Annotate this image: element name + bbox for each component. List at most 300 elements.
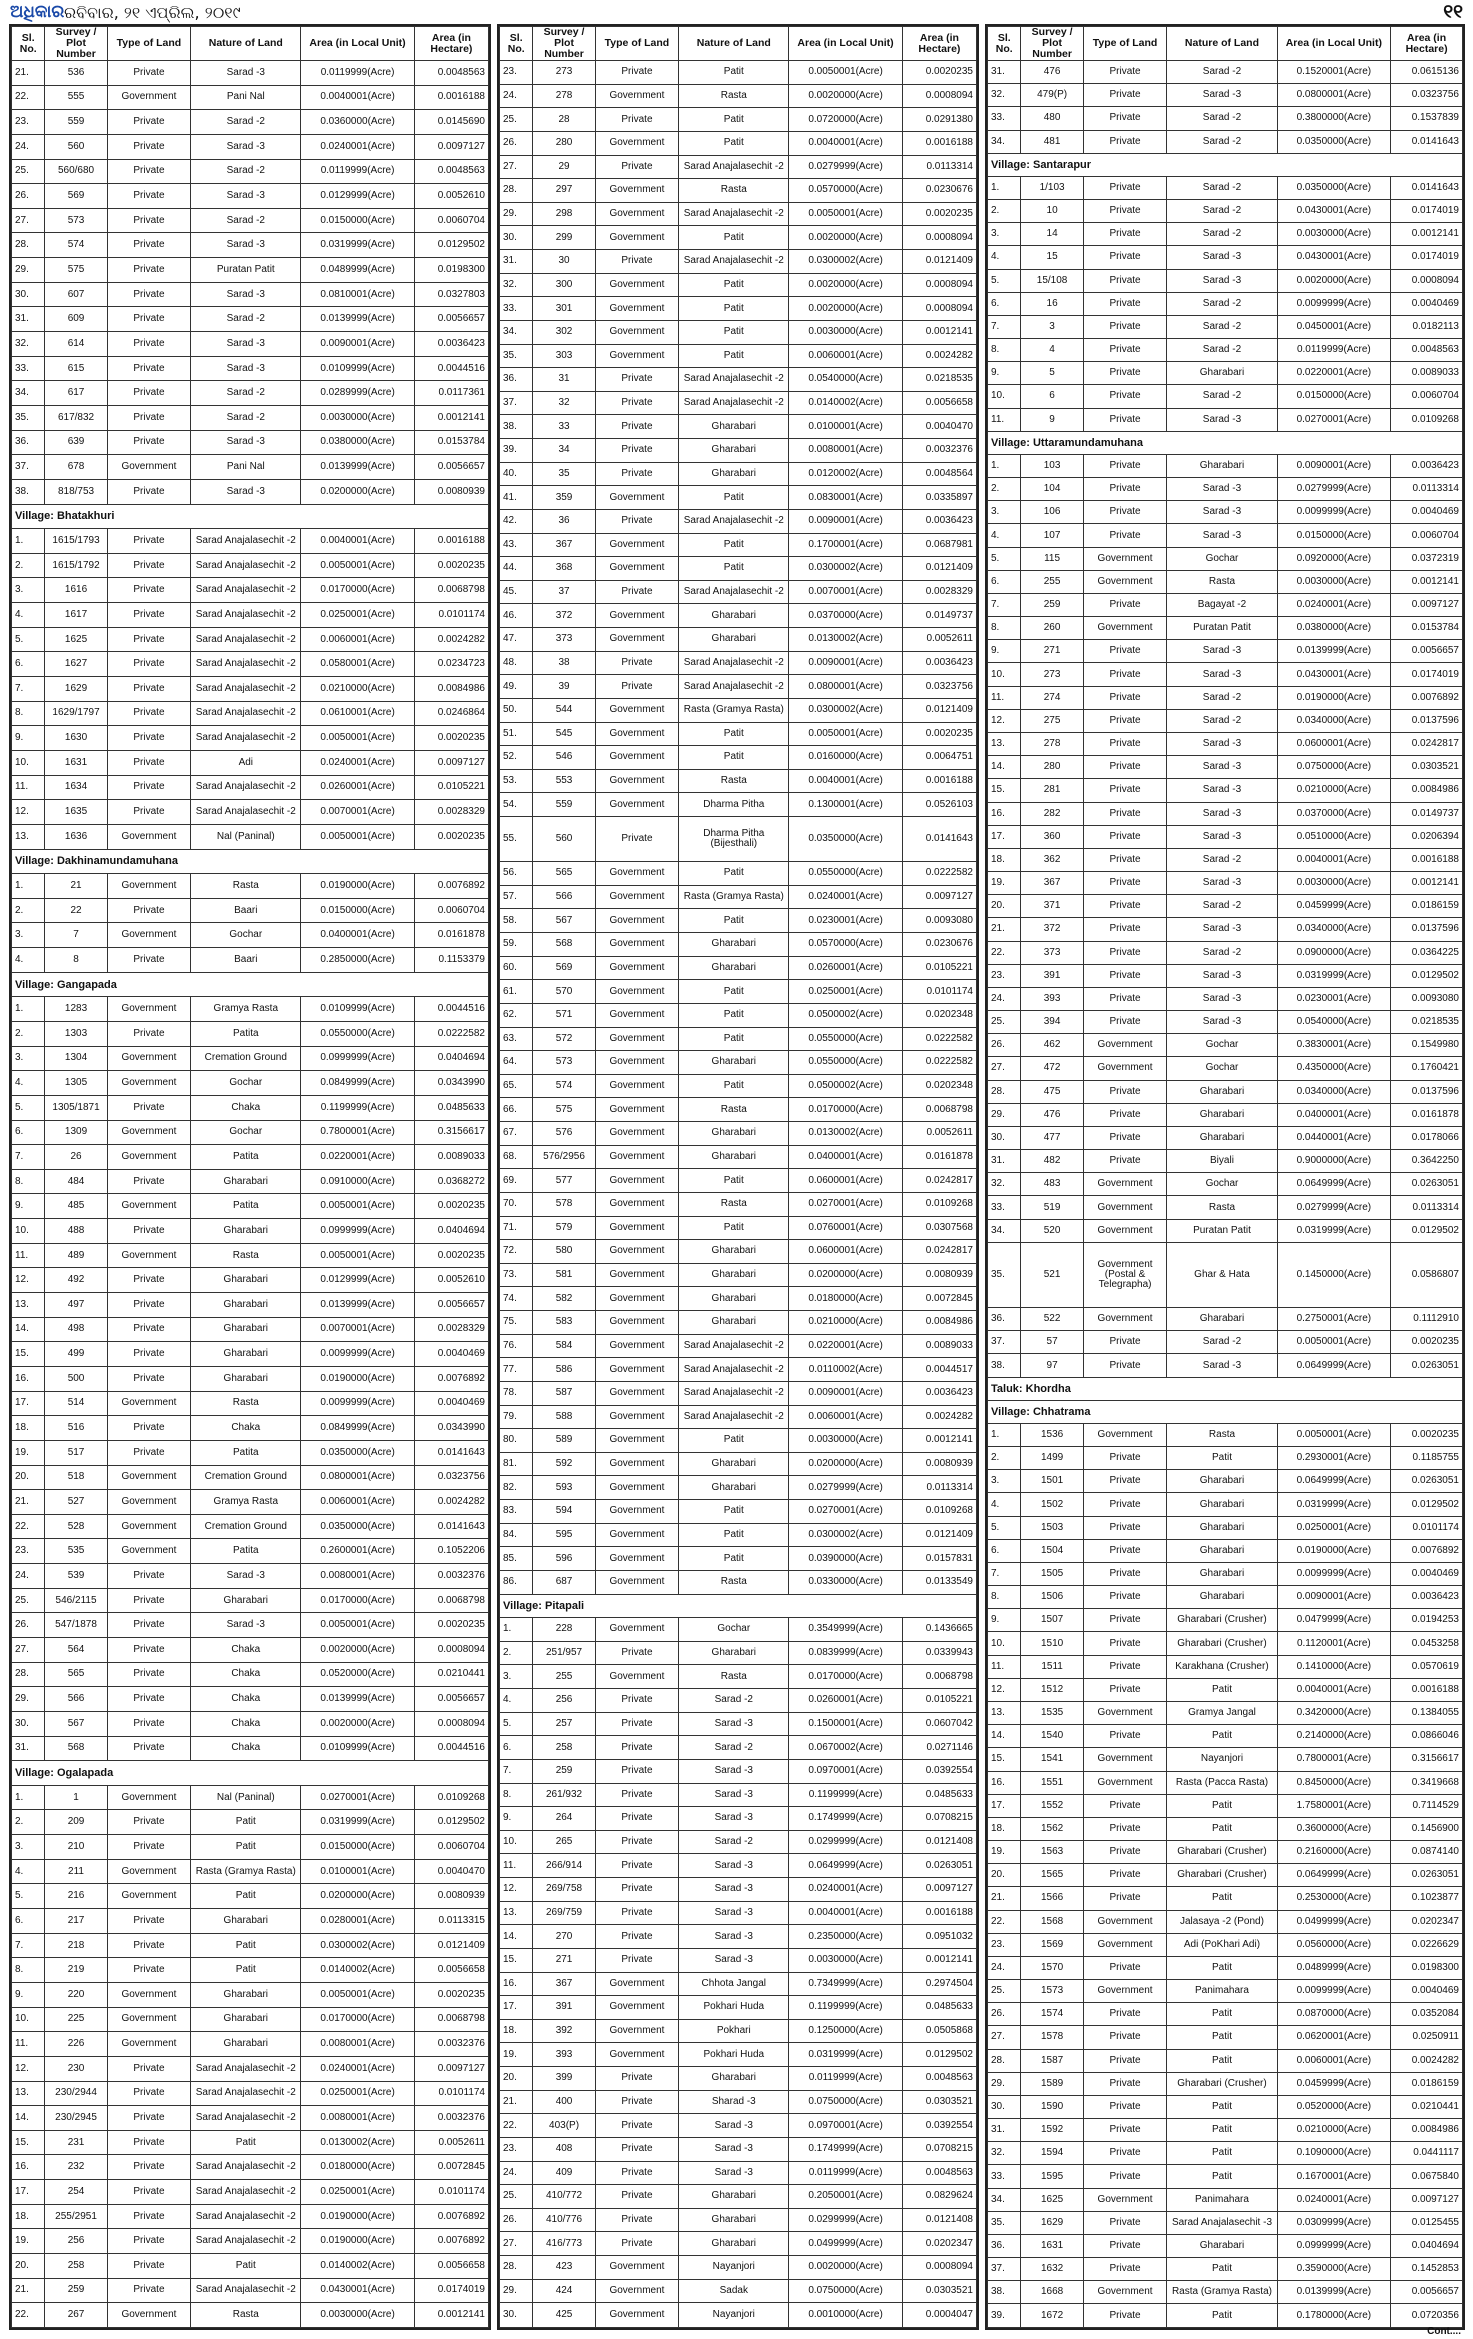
table-cell: Gharabari	[679, 628, 789, 652]
table-cell: 35.	[12, 405, 45, 430]
table-cell: 0.8450000(Acre)	[1277, 1771, 1391, 1794]
table-cell: 29.	[12, 258, 45, 283]
table-cell: 0.0303521	[902, 2279, 976, 2303]
table-cell: 0.0139999(Acre)	[301, 1687, 415, 1712]
table-row	[988, 1748, 1463, 1771]
table-cell: Pani Nal	[191, 85, 301, 110]
table-cell: 0.1410000(Acre)	[1277, 1655, 1391, 1678]
table-cell: Private	[1083, 872, 1167, 895]
table-cell: 34.	[988, 1219, 1021, 1242]
table-cell: 403(P)	[533, 2114, 595, 2138]
table-cell: Gharabari (Crusher)	[1167, 1632, 1277, 1655]
table-cell: 86.	[500, 1570, 533, 1594]
table-cell: Sarad -3	[1167, 478, 1277, 501]
table-cell: 1552	[1021, 1794, 1083, 1817]
table-cell: Sarad Anajalasechit -2	[191, 627, 301, 652]
table-cell: 1283	[45, 997, 107, 1022]
table-cell: 587	[533, 1381, 595, 1405]
table-cell: 0.0056657	[1391, 2281, 1463, 2304]
table-cell: 0.0202347	[1391, 1910, 1463, 1933]
table-cell: 0.0056657	[414, 1687, 488, 1712]
table-cell: 0.0076892	[1391, 686, 1463, 709]
table-cell: Private	[595, 651, 679, 675]
table-row	[12, 923, 489, 948]
table-cell: Private	[107, 1662, 191, 1687]
table-cell: 0.0920000(Acre)	[1277, 547, 1391, 570]
table-cell: 0.0036423	[902, 509, 976, 533]
table-cell: Patit	[1167, 2258, 1277, 2281]
table-cell: 0.0139999(Acre)	[301, 307, 415, 332]
table-cell: 32	[533, 391, 595, 415]
table-cell: 0.0109268	[902, 1192, 976, 1216]
page-date: ରବିବାର, ୨୧ ଏପ୍ରିଲ, ୨୦୧୯	[64, 3, 241, 22]
table-cell: 54.	[500, 793, 533, 817]
table-cell: 13.	[500, 1901, 533, 1925]
table-cell: 518	[45, 1465, 107, 1490]
table-row	[500, 1972, 977, 1996]
table-cell: Private	[107, 430, 191, 455]
table-cell: 39.	[500, 439, 533, 463]
table-cell: 0.0550000(Acre)	[301, 1021, 415, 1046]
table-cell: 1/103	[1021, 176, 1083, 199]
land-table	[11, 26, 489, 2328]
table-row	[12, 874, 489, 899]
table-cell: 0.0149737	[902, 604, 976, 628]
table-cell: 0.0174019	[1391, 200, 1463, 223]
table-cell: 0.0129999(Acre)	[301, 1268, 415, 1293]
table-cell: Private	[595, 509, 679, 533]
table-cell: Government	[1083, 1308, 1167, 1331]
table-cell: 26.	[12, 1613, 45, 1638]
table-cell: 0.0060704	[414, 208, 488, 233]
table-cell: Sarad -3	[1167, 802, 1277, 825]
table-cell: Government	[595, 1429, 679, 1453]
table-cell: Patit	[1167, 2165, 1277, 2188]
table-cell: Gharabari	[679, 1051, 789, 1075]
table-cell: 0.0139999(Acre)	[1277, 640, 1391, 663]
table-cell: 1541	[1021, 1748, 1083, 1771]
table-row	[988, 1539, 1463, 1562]
table-row	[12, 1982, 489, 2007]
table-cell: 4.	[988, 246, 1021, 269]
table-cell: Private	[107, 381, 191, 406]
table-cell: Sarad -3	[1167, 918, 1277, 941]
table-cell: 586	[533, 1358, 595, 1382]
table-cell: 25.	[12, 159, 45, 184]
table-cell: 572	[533, 1027, 595, 1051]
table-cell: 30.	[500, 226, 533, 250]
table-row	[988, 478, 1463, 501]
table-cell: 0.0050001(Acre)	[789, 61, 903, 85]
village-heading-label: Village: Bhatakhuri	[12, 504, 489, 529]
table-cell: 400	[533, 2090, 595, 2114]
table-row	[988, 1678, 1463, 1701]
table-cell: Patit	[679, 1429, 789, 1453]
table-row	[988, 686, 1463, 709]
table-cell: 0.0180000(Acre)	[301, 2155, 415, 2180]
table-cell: 1594	[1021, 2142, 1083, 2165]
table-row	[500, 1027, 977, 1051]
table-cell: Patita	[191, 1194, 301, 1219]
table-cell: 0.0016188	[902, 769, 976, 793]
table-cell: 0.0040001(Acre)	[301, 529, 415, 554]
table-cell: 0.0060704	[1391, 385, 1463, 408]
table-row	[988, 1423, 1463, 1446]
table-cell: Sarad Anajalasechit -2	[191, 775, 301, 800]
table-cell: Sarad -3	[191, 1613, 301, 1638]
table-cell: 1632	[1021, 2258, 1083, 2281]
table-cell: 104	[1021, 478, 1083, 501]
table-cell: Sarad Anajalasechit -2	[191, 2229, 301, 2254]
table-cell: 0.0097127	[902, 1878, 976, 1902]
table-row	[988, 1080, 1463, 1103]
table-cell: 0.0485633	[902, 1783, 976, 1807]
table-cell: 0.0048563	[902, 2161, 976, 2185]
table-row	[988, 1887, 1463, 1910]
table-cell: Patit	[679, 557, 789, 581]
table-cell: 0.0299999(Acre)	[789, 1830, 903, 1854]
table-cell: Karakhana (Crusher)	[1167, 1655, 1277, 1678]
table-cell: 0.0153784	[1391, 617, 1463, 640]
table-cell: 303	[533, 344, 595, 368]
table-row	[500, 1878, 977, 1902]
table-cell: 5.	[988, 269, 1021, 292]
table-cell: 0.0020000(Acre)	[789, 297, 903, 321]
table-row	[12, 1317, 489, 1342]
table-cell: Sharad -3	[679, 2090, 789, 2114]
table-cell: Government	[107, 1046, 191, 1071]
table-cell: 22.	[500, 2114, 533, 2138]
table-cell: 31	[533, 368, 595, 392]
table-cell: 1570	[1021, 1956, 1083, 1979]
table-cell: 0.0263051	[1391, 1173, 1463, 1196]
table-cell: 0.0030000(Acre)	[301, 405, 415, 430]
table-row	[988, 176, 1463, 199]
table-cell: 0.0404694	[414, 1046, 488, 1071]
table-cell: Private	[107, 1564, 191, 1589]
table-cell: 0.0607042	[902, 1712, 976, 1736]
table-cell: 0.0174019	[414, 2278, 488, 2303]
table-row	[12, 1909, 489, 1934]
table-cell: 23.	[12, 110, 45, 135]
table-row	[988, 709, 1463, 732]
table-cell: Sarad -3	[1167, 872, 1277, 895]
table-cell: 14	[1021, 223, 1083, 246]
table-cell: Private	[107, 1416, 191, 1441]
table-cell: Sarad -2	[1167, 385, 1277, 408]
table-cell: 0.0140002(Acre)	[789, 391, 903, 415]
table-cell: Government	[107, 1194, 191, 1219]
table-cell: Private	[595, 2185, 679, 2209]
table-cell: 1309	[45, 1120, 107, 1145]
table-cell: 0.0133549	[902, 1570, 976, 1594]
table-cell: Patit	[679, 320, 789, 344]
table-cell: 576	[533, 1122, 595, 1146]
table-cell: 1627	[45, 652, 107, 677]
table-cell: Sarad -2	[191, 159, 301, 184]
table-row	[988, 2095, 1463, 2118]
table-cell: 0.1300001(Acre)	[789, 793, 903, 817]
table-cell: 3	[1021, 315, 1083, 338]
table-row	[988, 1493, 1463, 1516]
table-row	[12, 184, 489, 209]
table-cell: 20.	[12, 1465, 45, 1490]
table-cell: 0.0520000(Acre)	[1277, 2095, 1391, 2118]
table-row	[500, 1523, 977, 1547]
table-cell: Private	[1083, 1794, 1167, 1817]
table-cell: 0.0012141	[1391, 872, 1463, 895]
table-cell: 0.0303521	[1391, 756, 1463, 779]
table-row	[12, 1884, 489, 1909]
table-cell: 0.0720000(Acre)	[789, 108, 903, 132]
table-row	[988, 246, 1463, 269]
table-cell: 0.1185755	[1391, 1447, 1463, 1470]
table-cell: 14.	[988, 756, 1021, 779]
table-cell: Nayanjori	[679, 2256, 789, 2280]
table-cell: 0.0012141	[902, 320, 976, 344]
table-cell: Private	[107, 1219, 191, 1244]
column-header: Sl. No.	[500, 27, 533, 61]
table-cell: Private	[107, 1933, 191, 1958]
table-cell: 36.	[12, 430, 45, 455]
table-cell: 607	[45, 282, 107, 307]
table-cell: 0.0109268	[902, 1500, 976, 1524]
table-row	[988, 1794, 1463, 1817]
table-row	[12, 1588, 489, 1613]
table-cell: 0.0430001(Acre)	[1277, 246, 1391, 269]
table-cell: 20.	[988, 1864, 1021, 1887]
table-row	[500, 722, 977, 746]
table-cell: 61.	[500, 980, 533, 1004]
table-cell: 2.	[12, 553, 45, 578]
table-cell: 7	[45, 923, 107, 948]
table-row	[12, 159, 489, 184]
table-cell: 0.0050001(Acre)	[1277, 1423, 1391, 1446]
table-cell: Gharabari	[1167, 1539, 1277, 1562]
table-cell: 269/758	[533, 1878, 595, 1902]
table-row	[500, 1334, 977, 1358]
table-cell: 226	[45, 2032, 107, 2057]
table-row	[12, 1366, 489, 1391]
table-cell: 0.0008094	[902, 273, 976, 297]
table-row	[12, 948, 489, 973]
table-row	[12, 529, 489, 554]
table-cell: 7.	[988, 1562, 1021, 1585]
table-cell: 0.0319999(Acre)	[301, 233, 415, 258]
table-cell: 1615/1793	[45, 529, 107, 554]
table-row	[500, 2067, 977, 2091]
table-cell: 11.	[988, 1655, 1021, 1678]
table-cell: Private	[1083, 107, 1167, 130]
table-cell: Government	[595, 1452, 679, 1476]
table-cell: 0.0100001(Acre)	[301, 1859, 415, 1884]
table-cell: 16.	[988, 1771, 1021, 1794]
table-cell: 0.0160000(Acre)	[789, 746, 903, 770]
table-cell: Private	[1083, 1126, 1167, 1149]
table-cell: 0.0020235	[414, 726, 488, 751]
table-cell: Patit	[1167, 2049, 1277, 2072]
table-cell: 0.0030000(Acre)	[789, 1429, 903, 1453]
table-cell: 32.	[500, 273, 533, 297]
table-cell: Private	[595, 675, 679, 699]
table-cell: 1589	[1021, 2072, 1083, 2095]
table-cell: 1672	[1021, 2304, 1083, 2328]
table-cell: Private	[107, 2278, 191, 2303]
table-cell: 27.	[500, 155, 533, 179]
table-cell: 0.0200000(Acre)	[789, 1452, 903, 1476]
table-cell: Private	[1083, 941, 1167, 964]
table-cell: 0.0182113	[1391, 315, 1463, 338]
table-cell: Private	[1083, 2258, 1167, 2281]
table-cell: Sarad Anajalasechit -2	[191, 553, 301, 578]
table-row	[988, 2234, 1463, 2257]
table-cell: 564	[45, 1638, 107, 1663]
table-row	[988, 756, 1463, 779]
table-row	[500, 486, 977, 510]
table-row	[12, 1243, 489, 1268]
table-cell: 19.	[500, 2043, 533, 2067]
table-cell: 1615/1792	[45, 553, 107, 578]
table-cell: 1305/1871	[45, 1095, 107, 1120]
table-cell: Government	[595, 1145, 679, 1169]
table-cell: Government	[595, 604, 679, 628]
table-cell: 0.0323756	[1391, 84, 1463, 107]
table-cell: Government	[107, 1391, 191, 1416]
table-row	[988, 1817, 1463, 1840]
table-cell: 37.	[12, 455, 45, 480]
table-row	[12, 1465, 489, 1490]
table-cell: 10.	[988, 663, 1021, 686]
table-row	[12, 479, 489, 504]
table-cell: 107	[1021, 524, 1083, 547]
table-cell: 36.	[988, 2234, 1021, 2257]
village-heading-label: Village: Santarapur	[988, 153, 1463, 176]
column-header: Type of Land	[1083, 27, 1167, 61]
table-header-row	[988, 27, 1463, 61]
table-cell: 0.0089033	[414, 1145, 488, 1170]
table-cell: 9.	[500, 1807, 533, 1831]
table-cell: 399	[533, 2067, 595, 2091]
table-cell: 0.0350000(Acre)	[301, 1440, 415, 1465]
table-row	[500, 131, 977, 155]
table-row	[12, 1071, 489, 1096]
table-cell: Private	[1083, 223, 1167, 246]
table-row	[500, 509, 977, 533]
table-cell: 489	[45, 1243, 107, 1268]
table-cell: 0.0161878	[902, 1145, 976, 1169]
table-cell: 0.0210000(Acre)	[301, 677, 415, 702]
table-row	[12, 1539, 489, 1564]
table-cell: 230	[45, 2056, 107, 2081]
table-row	[500, 462, 977, 486]
table-cell: Sarad -3	[1167, 501, 1277, 524]
table-cell: 280	[1021, 756, 1083, 779]
table-row	[500, 2019, 977, 2043]
table-cell: 0.0190000(Acre)	[301, 2229, 415, 2254]
table-cell: 0.0174019	[1391, 663, 1463, 686]
table-cell: 30.	[12, 282, 45, 307]
table-cell: Private	[1083, 2234, 1167, 2257]
table-cell: Government	[595, 84, 679, 108]
table-cell: 0.0044516	[414, 356, 488, 381]
table-cell: Government	[595, 1500, 679, 1524]
table-cell: 0.0570000(Acre)	[789, 933, 903, 957]
table-cell: 7.	[12, 1145, 45, 1170]
table-cell: Patit	[679, 1003, 789, 1027]
table-cell: 21.	[988, 918, 1021, 941]
table-cell: 567	[45, 1711, 107, 1736]
table-cell: Government	[1083, 1980, 1167, 2003]
table-cell: 26.	[988, 1034, 1021, 1057]
table-cell: 1635	[45, 800, 107, 825]
column-header: Area (in Hectare)	[902, 27, 976, 61]
table-cell: Rasta	[1167, 1196, 1277, 1219]
table-cell: 23.	[12, 1539, 45, 1564]
table-cell: 0.0970001(Acre)	[789, 2114, 903, 2138]
table-row	[988, 2119, 1463, 2142]
table-row	[500, 698, 977, 722]
table-cell: 535	[45, 1539, 107, 1564]
table-cell: Government	[1083, 617, 1167, 640]
table-cell: 0.0129502	[1391, 964, 1463, 987]
table-cell: Private	[107, 1440, 191, 1465]
table-cell: 0.0048563	[414, 61, 488, 86]
table-cell: Rasta	[1167, 1423, 1277, 1446]
table-cell: Gharabari	[1167, 1470, 1277, 1493]
table-cell: 596	[533, 1547, 595, 1571]
table-cell: Chaka	[191, 1416, 301, 1441]
table-cell: 211	[45, 1859, 107, 1884]
table-cell: 52.	[500, 746, 533, 770]
table-cell: Private	[107, 258, 191, 283]
table-cell: 12.	[500, 1878, 533, 1902]
table-cell: Private	[595, 1736, 679, 1760]
table-cell: 0.0586807	[1391, 1242, 1463, 1307]
table-row	[500, 1547, 977, 1571]
table-cell: Private	[107, 307, 191, 332]
table-row	[988, 872, 1463, 895]
table-cell: 39	[533, 675, 595, 699]
table-cell: 0.0200000(Acre)	[301, 1884, 415, 1909]
table-cell: Private	[1083, 987, 1167, 1010]
table-cell: 55.	[500, 817, 533, 862]
table-cell: Government	[107, 1145, 191, 1170]
table-cell: 0.0068798	[414, 1588, 488, 1613]
table-cell: Patit	[679, 1547, 789, 1571]
table-cell: Private	[107, 332, 191, 357]
table-cell: Private	[1083, 1864, 1167, 1887]
table-cell: 0.0202348	[902, 1074, 976, 1098]
table-cell: 0.0028329	[902, 580, 976, 604]
table-cell: Private	[1083, 2165, 1167, 2188]
table-cell: Private	[595, 1948, 679, 1972]
table-row	[500, 344, 977, 368]
table-cell: Private	[1083, 1150, 1167, 1173]
table-cell: Gharabari	[191, 1268, 301, 1293]
table-cell: Gharabari	[191, 2007, 301, 2032]
table-cell: 0.0372319	[1391, 547, 1463, 570]
table-cell: 217	[45, 1909, 107, 1934]
table-cell: 210	[45, 1835, 107, 1860]
table-cell: 0.0050001(Acre)	[301, 1194, 415, 1219]
table-row	[500, 2303, 977, 2328]
table-cell: 37.	[500, 391, 533, 415]
table-cell: 10.	[12, 1219, 45, 1244]
table-cell: 1578	[1021, 2026, 1083, 2049]
table-cell: Private	[107, 2204, 191, 2229]
table-cell: 3.	[988, 501, 1021, 524]
table-cell: 26.	[988, 2003, 1021, 2026]
